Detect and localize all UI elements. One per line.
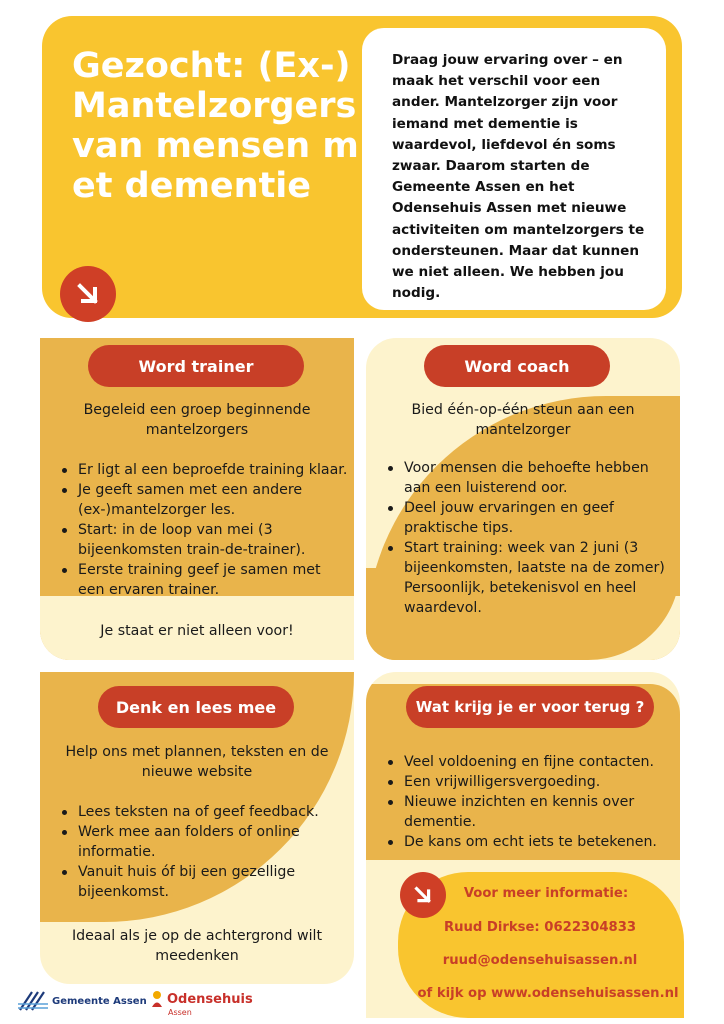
odensehuis-logo-icon bbox=[150, 990, 164, 1008]
gemeente-logo-icon bbox=[18, 990, 48, 1012]
list-item: Lees teksten na of geef feedback. bbox=[60, 802, 350, 822]
contact-email-link[interactable]: ruud@odensehuisassen.nl bbox=[442, 953, 638, 968]
gemeente-logo-text: Gemeente Assen bbox=[52, 995, 147, 1007]
card-denk-en-lees-mee bbox=[40, 672, 354, 984]
list-item: Deel jouw ervaringen en geef praktische tips. bbox=[386, 498, 672, 538]
card-intro: Begeleid een groep beginnende mantelzorgers bbox=[83, 402, 311, 438]
card-title-denk-en-lees-mee: Denk en lees mee bbox=[98, 686, 294, 728]
contact-name-phone[interactable]: Ruud Dirkse: 0622304833 bbox=[443, 920, 637, 935]
odensehuis-logo-text: Odensehuis bbox=[167, 991, 253, 1007]
list-item: Werk mee aan folders of online informatie. bbox=[60, 822, 350, 862]
card-title-word-trainer: Word trainer bbox=[88, 345, 304, 387]
list-item: Start training: week van 2 juni (3 bijeenkomsten, laatste na de zomer) Persoonlijk, betekenisvol en heel waardevol. bbox=[386, 538, 672, 618]
list-item: Eerste training geef je samen met een ervaren trainer. bbox=[60, 560, 350, 600]
card-title-word-coach: Word coach bbox=[424, 345, 610, 387]
card-word-coach bbox=[366, 338, 680, 660]
list-item: Nieuwe inzichten en kennis over dementie. bbox=[386, 792, 676, 832]
card-title-wat-krijg-je: Wat krijg je er voor terug ? bbox=[406, 686, 654, 728]
list-item: Vanuit huis óf bij een gezellige bijeenkomst. bbox=[60, 862, 350, 902]
card-intro: Bied één-op-één steun aan een mantelzorger bbox=[411, 402, 635, 438]
card-intro: Help ons met plannen, teksten en de nieuwe website bbox=[65, 744, 329, 780]
odensehuis-logo-subtext: Assen bbox=[168, 1008, 192, 1017]
list-item: Voor mensen die behoefte hebben aan een luisterend oor. bbox=[386, 458, 672, 498]
list-item: Een vrijwilligersvergoeding. bbox=[386, 772, 676, 792]
card-list bbox=[386, 752, 676, 852]
card-list bbox=[386, 458, 672, 618]
hero-intro-text: Draag jouw ervaring over – en maak het verschil voor een ander. Mantelzorger zijn voor iemand met dementie is waardevol, liefdevol én soms zwaar. Daarom starten de Gemeente Assen en het Odensehuis Assen met nieuwe activiteiten om mantelzorgers te ondersteunen. Maar dat kunnen we niet alleen. We hebben jou nodig. bbox=[392, 52, 645, 302]
list-item: Veel voldoening en fijne contacten. bbox=[386, 752, 676, 772]
card-list bbox=[60, 460, 350, 600]
hero-intro-box bbox=[362, 28, 666, 310]
contact-website-link[interactable]: of kijk op www.odensehuisassen.nl bbox=[417, 986, 679, 1001]
list-item: Je geeft samen met een andere (ex-)mantelzorger les. bbox=[60, 480, 350, 520]
hero-banner bbox=[42, 16, 682, 318]
list-item: Start: in de loop van mei (3 bijeenkomsten train-de-trainer). bbox=[60, 520, 350, 560]
arrow-down-right-icon bbox=[400, 872, 446, 918]
hero-title: Gezocht: (Ex-)Mantelzorgers van mensen met dementie bbox=[72, 46, 359, 206]
odensehuis-logo bbox=[150, 990, 253, 1017]
gemeente-assen-logo bbox=[18, 990, 147, 1012]
card-footer: Ideaal als je op de achtergrond wilt meedenken bbox=[71, 928, 323, 964]
list-item: De kans om echt iets te betekenen. bbox=[386, 832, 676, 852]
list-item: Er ligt al een beproefde training klaar. bbox=[60, 460, 350, 480]
card-list bbox=[60, 802, 350, 902]
arrow-down-right-icon bbox=[60, 266, 116, 322]
card-word-trainer bbox=[40, 338, 354, 660]
contact-heading: Voor meer informatie: bbox=[463, 886, 629, 901]
card-footer: Je staat er niet alleen voor! bbox=[100, 623, 294, 639]
